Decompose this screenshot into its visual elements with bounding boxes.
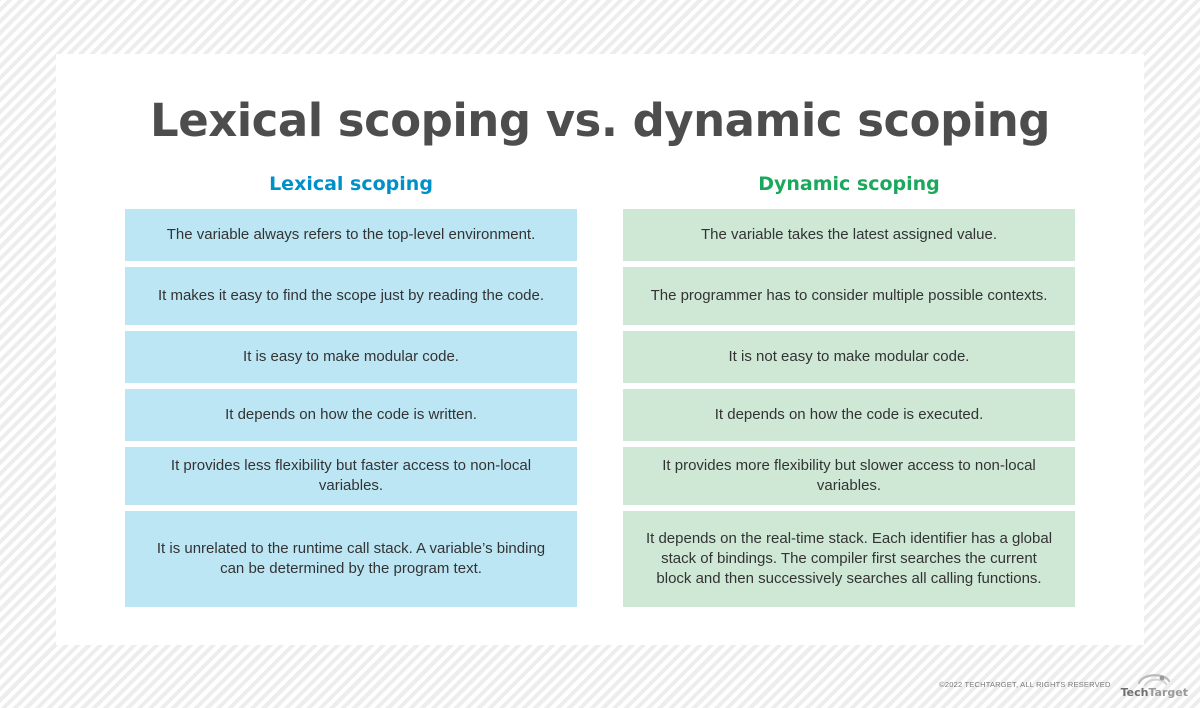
table-row: It is not easy to make modular code. — [623, 331, 1075, 383]
table-row: It depends on the real-time stack. Each identifier has a global stack of bindings. The compiler first searches the current block and then successively searches all calling functions. — [623, 511, 1075, 607]
table-row: The programmer has to consider multiple possible contexts. — [623, 267, 1075, 325]
table-row: It provides less flexibility but faster access to non-local variables. — [125, 447, 577, 505]
logo-text-tech: Tech — [1120, 686, 1149, 699]
table-row: It provides more flexibility but slower access to non-local variables. — [623, 447, 1075, 505]
logo-wordmark — [1121, 687, 1188, 698]
footer — [939, 670, 1188, 698]
techtarget-logo — [1121, 670, 1188, 698]
column-lexical-scoping — [125, 173, 577, 607]
swoosh-icon — [1137, 670, 1171, 686]
table-row: It is unrelated to the runtime call stack. A variable’s binding can be determined by the program text. — [125, 511, 577, 607]
column-heading-lexical: Lexical scoping — [269, 173, 433, 195]
column-heading-dynamic: Dynamic scoping — [758, 173, 940, 195]
table-row: It is easy to make modular code. — [125, 331, 577, 383]
page-title: Lexical scoping vs. dynamic scoping — [150, 94, 1050, 147]
table-row: The variable takes the latest assigned value. — [623, 209, 1075, 261]
logo-text-target: Target — [1148, 686, 1188, 699]
table-row: The variable always refers to the top-level environment. — [125, 209, 577, 261]
column-dynamic-scoping — [623, 173, 1075, 607]
table-row: It depends on how the code is written. — [125, 389, 577, 441]
dynamic-row-list — [623, 209, 1075, 607]
table-row: It makes it easy to find the scope just by reading the code. — [125, 267, 577, 325]
lexical-row-list — [125, 209, 577, 607]
comparison-columns — [56, 147, 1144, 607]
table-row: It depends on how the code is executed. — [623, 389, 1075, 441]
infographic-card — [56, 54, 1144, 645]
copyright-text: ©2022 TECHTARGET, ALL RIGHTS RESERVED — [939, 679, 1111, 689]
